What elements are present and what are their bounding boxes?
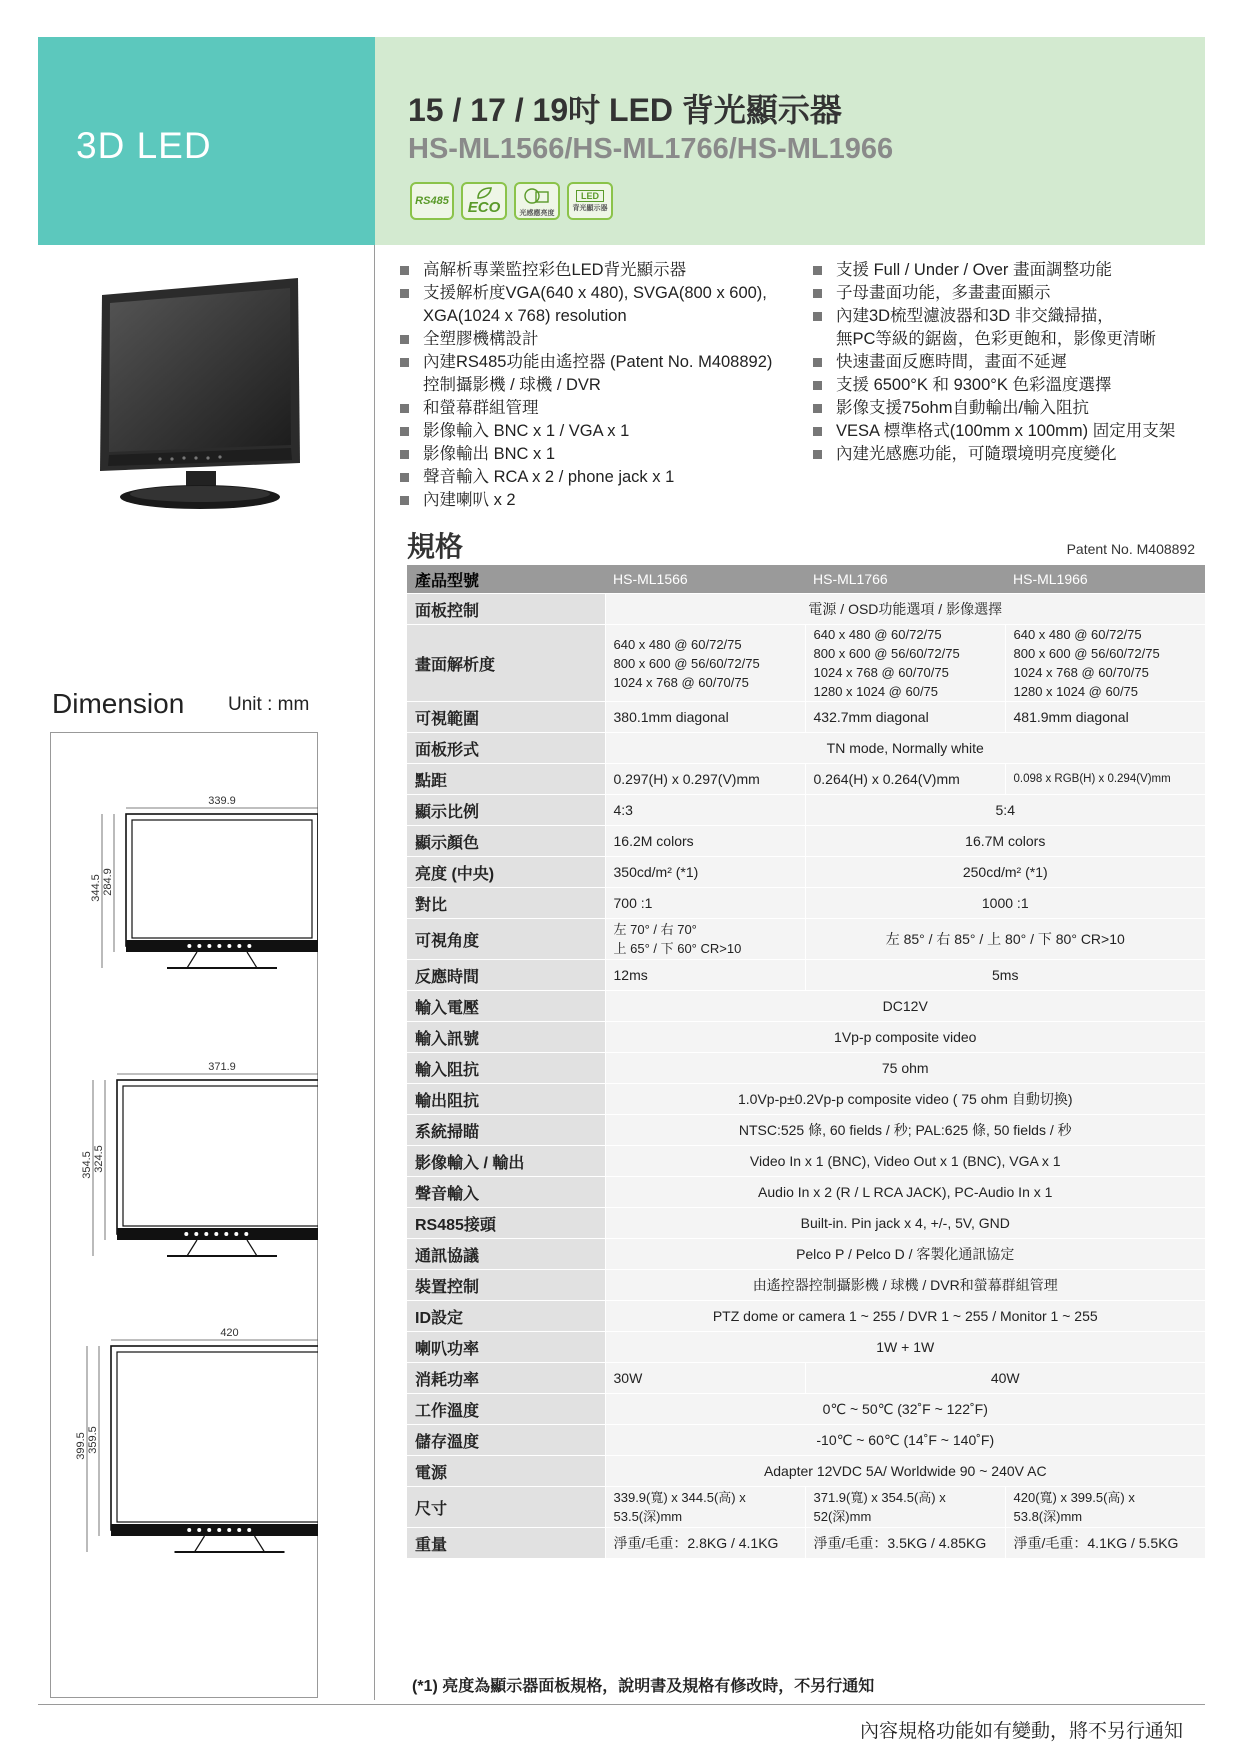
spec-row — [407, 1022, 1205, 1053]
spec-value: 640 x 480 @ 60/72/75 800 x 600 @ 56/60/72/75 1024 x 768 @ 60/70/75 1280 x 1024 @ 60/75 — [1005, 625, 1205, 702]
spec-row — [407, 702, 1205, 733]
feature-item: 支援解析度VGA(640 x 480), SVGA(800 x 600), — [397, 282, 797, 305]
monitor-photo — [90, 275, 310, 515]
spec-value: Pelco P / Pelco D / 客製化通訊協定 — [605, 1239, 1205, 1270]
spec-label: 顯示比例 — [407, 795, 605, 826]
spec-value: 250cd/m² (*1) — [805, 857, 1205, 888]
spec-value: 1.0Vp-p±0.2Vp-p composite video ( 75 ohm 自動切換) — [605, 1084, 1205, 1115]
spec-row — [407, 625, 1205, 702]
spec-value: Built-in. Pin jack x 4, +/-, 5V, GND — [605, 1208, 1205, 1239]
spec-row — [407, 1084, 1205, 1115]
feature-item: 快速畫面反應時間，畫面不延遲 — [810, 351, 1210, 374]
spec-label: 裝置控制 — [407, 1270, 605, 1301]
spec-label: 輸入訊號 — [407, 1022, 605, 1053]
spec-value: 1Vp-p composite video — [605, 1022, 1205, 1053]
spec-label: 面板形式 — [407, 733, 605, 764]
feature-item: 控制攝影機 / 球機 / DVR — [423, 376, 601, 394]
feature-item: 內建光感應功能，可隨環境明亮度變化 — [810, 443, 1210, 466]
spec-label: 對比 — [407, 888, 605, 919]
spec-row — [407, 1053, 1205, 1084]
spec-row — [407, 1239, 1205, 1270]
spec-row — [407, 795, 1205, 826]
spec-row — [407, 733, 1205, 764]
spec-value: Adapter 12VDC 5A/ Worldwide 90 ~ 240V AC — [605, 1456, 1205, 1487]
spec-label: 可視範圍 — [407, 702, 605, 733]
spec-row — [407, 1487, 1205, 1528]
feature-item: 聲音輸入 RCA x 2 / phone jack x 1 — [397, 466, 797, 489]
feature-item: XGA(1024 x 768) resolution — [423, 307, 627, 325]
feature-item: 內建喇叭 x 2 — [397, 489, 797, 512]
spec-row — [407, 1177, 1205, 1208]
spec-value: 432.7mm diagonal — [805, 702, 1005, 733]
spec-row — [407, 826, 1205, 857]
spec-row — [407, 1115, 1205, 1146]
spec-label: 儲存溫度 — [407, 1425, 605, 1456]
spec-value: 0.297(H) x 0.297(V)mm — [605, 764, 805, 795]
spec-value: 0.098 x RGB(H) x 0.294(V)mm — [1005, 764, 1205, 795]
patent-number: Patent No. M408892 — [1066, 541, 1195, 557]
spec-row — [407, 764, 1205, 795]
spec-label: 通訊協議 — [407, 1239, 605, 1270]
spec-row — [407, 919, 1205, 960]
spec-value: 0℃ ~ 50℃ (32˚F ~ 122˚F) — [605, 1394, 1205, 1425]
spec-label: ID設定 — [407, 1301, 605, 1332]
spec-value: 640 x 480 @ 60/72/75 800 x 600 @ 56/60/72/75 1024 x 768 @ 60/70/75 — [605, 625, 805, 702]
spec-value: 12ms — [605, 960, 805, 991]
footer-divider — [38, 1704, 1205, 1705]
spec-value: 5ms — [805, 960, 1205, 991]
spec-value: 40W — [805, 1363, 1205, 1394]
feature-item: 影像支援75ohm自動輸出/輸入阻抗 — [810, 397, 1210, 420]
spec-row — [407, 1301, 1205, 1332]
feature-list-right — [810, 259, 1210, 466]
dimension-height-label: 354.5 — [81, 1151, 93, 1179]
spec-row — [407, 1270, 1205, 1301]
spec-label: 重量 — [407, 1528, 605, 1559]
spec-label: 可視角度 — [407, 919, 605, 960]
spec-row — [407, 1394, 1205, 1425]
feature-item: 內建3D梳型濾波器和3D 非交織掃描， — [810, 305, 1210, 328]
eco-badge-icon: ECO — [461, 182, 507, 220]
spec-label: 畫面解析度 — [407, 625, 605, 702]
feature-item: 影像輸出 BNC x 1 — [397, 443, 797, 466]
spec-value: 由遙控器控制攝影機 / 球機 / DVR和螢幕群組管理 — [605, 1270, 1205, 1301]
spec-label: 喇叭功率 — [407, 1332, 605, 1363]
footnote: (*1) 亮度為顯示器面板規格，說明書及規格有修改時，不另行通知 — [412, 1678, 875, 1695]
spec-row — [407, 1528, 1205, 1559]
spec-value: DC12V — [605, 991, 1205, 1022]
spec-row — [407, 888, 1205, 919]
feature-item: 子母畫面功能，多畫畫面顯示 — [810, 282, 1210, 305]
spec-row — [407, 1208, 1205, 1239]
spec-value: 0.264(H) x 0.264(V)mm — [805, 764, 1005, 795]
model-numbers: HS-ML1566/HS-ML1766/HS-ML1966 — [408, 133, 894, 165]
spec-value: 4:3 — [605, 795, 805, 826]
spec-label: 影像輸入 / 輸出 — [407, 1146, 605, 1177]
spec-value: Audio In x 2 (R / L RCA JACK), PC-Audio In x 1 — [605, 1177, 1205, 1208]
spec-label: 面板控制 — [407, 594, 605, 625]
spec-value: 371.9(寬) x 354.5(高) x 52(深)mm — [805, 1487, 1005, 1528]
spec-value: 電源 / OSD功能選項 / 影像選擇 — [605, 594, 1205, 625]
spec-value: NTSC:525 條, 60 fields / 秒; PAL:625 條, 50 fields / 秒 — [605, 1115, 1205, 1146]
dimension-screen-height-label: 359.5 — [87, 1426, 99, 1454]
spec-title: 規格 — [407, 531, 464, 562]
dimension-unit: Unit : mm — [228, 694, 310, 715]
dimension-screen-height-label: 324.5 — [93, 1145, 105, 1173]
spec-label: 工作溫度 — [407, 1394, 605, 1425]
dimension-width-label: 339.9 — [208, 795, 236, 807]
spec-value: 左 70° / 右 70° 上 65° / 下 60° CR>10 — [605, 919, 805, 960]
spec-table — [407, 565, 1205, 1559]
feature-item: 支援 6500°K 和 9300°K 色彩溫度選擇 — [810, 374, 1210, 397]
feature-item: 全塑膠機構設計 — [397, 328, 797, 351]
dimension-width-label: 420 — [220, 1327, 239, 1339]
spec-value: 380.1mm diagonal — [605, 702, 805, 733]
spec-row — [407, 1425, 1205, 1456]
spec-value: PTZ dome or camera 1 ~ 255 / DVR 1 ~ 255 / Monitor 1 ~ 255 — [605, 1301, 1205, 1332]
spec-label: RS485接頭 — [407, 1208, 605, 1239]
spec-value: 75 ohm — [605, 1053, 1205, 1084]
spec-label: 輸入電壓 — [407, 991, 605, 1022]
spec-value: 339.9(寬) x 344.5(高) x 53.5(深)mm — [605, 1487, 805, 1528]
feature-item: 和螢幕群組管理 — [397, 397, 797, 420]
spec-row — [407, 1146, 1205, 1177]
spec-row — [407, 991, 1205, 1022]
spec-label: 反應時間 — [407, 960, 605, 991]
spec-value: 16.2M colors — [605, 826, 805, 857]
spec-label: 電源 — [407, 1456, 605, 1487]
spec-header-label: 產品型號 — [407, 565, 605, 594]
feature-list-left — [397, 259, 797, 512]
spec-value: 5:4 — [805, 795, 1205, 826]
spec-value: 700 :1 — [605, 888, 805, 919]
dimension-height-label: 344.5 — [90, 874, 102, 902]
spec-row — [407, 1456, 1205, 1487]
spec-value: 350cd/m² (*1) — [605, 857, 805, 888]
spec-label: 尺寸 — [407, 1487, 605, 1528]
rs485-badge-icon: RS485 — [410, 182, 454, 220]
spec-label: 顯示顏色 — [407, 826, 605, 857]
spec-value: 左 85° / 右 85° / 上 80° / 下 80° CR>10 — [805, 919, 1205, 960]
spec-value: 481.9mm diagonal — [1005, 702, 1205, 733]
spec-value: 16.7M colors — [805, 826, 1205, 857]
spec-value: 30W — [605, 1363, 805, 1394]
spec-row — [407, 857, 1205, 888]
spec-label: 輸出阻抗 — [407, 1084, 605, 1115]
spec-value: 淨重/毛重：4.1KG / 5.5KG — [1005, 1528, 1205, 1559]
dimension-screen-height-label: 284.9 — [102, 868, 114, 896]
spec-row — [407, 960, 1205, 991]
spec-header-model: HS-ML1766 — [805, 565, 1005, 594]
spec-label: 系統掃瞄 — [407, 1115, 605, 1146]
title-banner — [375, 37, 1205, 245]
spec-value: 1000 :1 — [805, 888, 1205, 919]
page-title: 15 / 17 / 19吋 LED 背光顯示器 — [408, 92, 842, 128]
spec-value: 420(寬) x 399.5(高) x 53.8(深)mm — [1005, 1487, 1205, 1528]
spec-label: 消耗功率 — [407, 1363, 605, 1394]
spec-label: 亮度 (中央) — [407, 857, 605, 888]
dimension-title: Dimension — [52, 688, 185, 719]
spec-label: 輸入阻抗 — [407, 1053, 605, 1084]
feature-item: 高解析專業監控彩色LED背光顯示器 — [397, 259, 797, 282]
spec-value: Video In x 1 (BNC), Video Out x 1 (BNC), VGA x 1 — [605, 1146, 1205, 1177]
feature-item: 無PC等級的鋸齒，色彩更飽和，影像更清晰 — [836, 330, 1156, 348]
spec-value: 淨重/毛重：3.5KG / 4.85KG — [805, 1528, 1005, 1559]
footer-notice: 內容規格功能如有變動，將不另行通知 — [859, 1721, 1183, 1742]
spec-value: TN mode, Normally white — [605, 733, 1205, 764]
spec-value: -10℃ ~ 60℃ (14˚F ~ 140˚F) — [605, 1425, 1205, 1456]
spec-row — [407, 1332, 1205, 1363]
feature-item: VESA 標準格式(100mm x 100mm) 固定用支架 — [810, 420, 1210, 443]
spec-value: 1W + 1W — [605, 1332, 1205, 1363]
category-label: 3D LED — [76, 125, 212, 166]
spec-label: 點距 — [407, 764, 605, 795]
spec-value: 淨重/毛重：2.8KG / 4.1KG — [605, 1528, 805, 1559]
feature-item: 支援 Full / Under / Over 畫面調整功能 — [810, 259, 1210, 282]
column-divider — [374, 245, 375, 1700]
feature-item: 影像輸入 BNC x 1 / VGA x 1 — [397, 420, 797, 443]
spec-header-model: HS-ML1566 — [605, 565, 805, 594]
spec-label: 聲音輸入 — [407, 1177, 605, 1208]
dimension-drawings — [50, 732, 318, 1698]
dimension-width-label: 371.9 — [208, 1061, 236, 1073]
spec-row — [407, 1363, 1205, 1394]
spec-value: 640 x 480 @ 60/72/75 800 x 600 @ 56/60/72/75 1024 x 768 @ 60/70/75 1280 x 1024 @ 60/75 — [805, 625, 1005, 702]
category-banner — [38, 37, 375, 245]
feature-item: 內建RS485功能由遙控器 (Patent No. M408892) — [397, 351, 797, 374]
led-backlight-badge-icon: LED 背光顯示器 — [567, 182, 613, 220]
spec-header-model: HS-ML1966 — [1005, 565, 1205, 594]
light-sensor-badge-icon: 光感應亮度 — [514, 182, 560, 220]
dimension-height-label: 399.5 — [75, 1432, 87, 1460]
spec-row — [407, 594, 1205, 625]
